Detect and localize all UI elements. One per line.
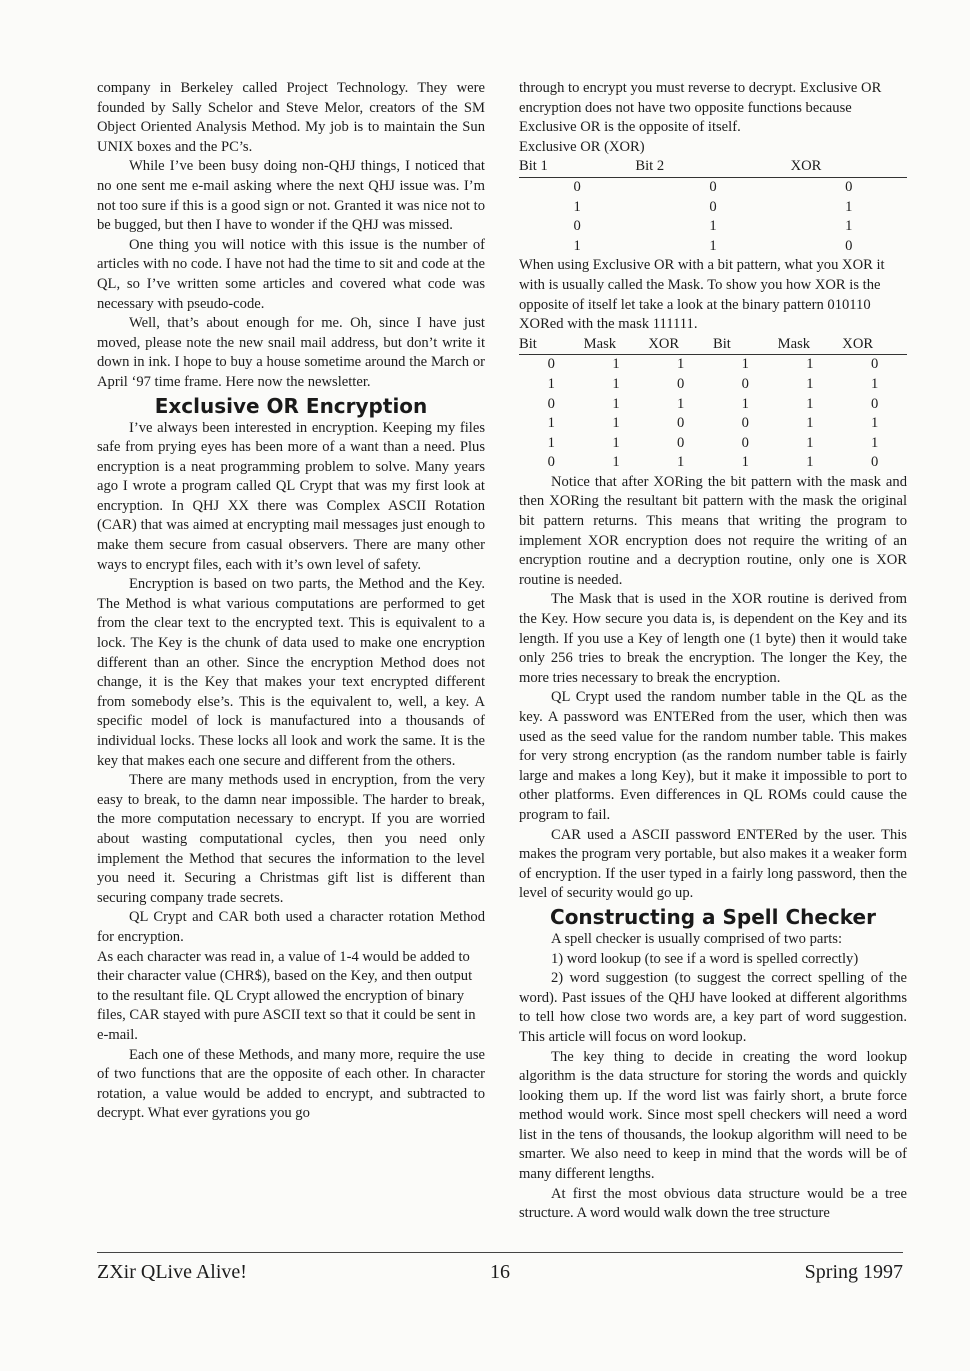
xor-truth-table bbox=[519, 157, 907, 256]
paragraph: Notice that after XORing the bit pattern with the mask and then XORing the resultant bit pattern with the mask the original bit pattern returns. This means that writing the program to implement XOR encryption does not require the writing of an encryption routine and a decryption routine, only one is XOR routine is needed. bbox=[519, 473, 907, 588]
table-cell: 0 bbox=[709, 178, 717, 195]
table-header-cell: XOR bbox=[648, 335, 713, 355]
table-row bbox=[519, 217, 907, 237]
left-column bbox=[97, 79, 485, 1124]
paragraph: I’ve always been interested in encryption. Keeping my files safe from prying eyes has been more of a want than a need. Plus encryption is a neat programming problem to solve. Many years ago I wrote a program called QL Crypt that was my first look at encryption. In QHJ XX there was Complex ASCII Rotation (CAR) that was aimed at encrypting mail messages just enough to make them secure from casual observers. There are many other ways to encrypt files, each with it’s own level of safety. bbox=[97, 419, 485, 573]
table-header-cell: Mask bbox=[778, 335, 843, 355]
table-cell: 1 bbox=[741, 454, 749, 471]
table-row bbox=[519, 237, 907, 257]
table-cell: 1 bbox=[870, 415, 879, 432]
table-cell: 1 bbox=[709, 237, 717, 254]
table-header-cell: Bit 1 bbox=[519, 157, 635, 177]
table-cell: 0 bbox=[573, 218, 581, 235]
table-row bbox=[519, 414, 907, 434]
table-cell: 0 bbox=[870, 356, 879, 373]
xor-mask-table bbox=[519, 335, 907, 473]
paragraph: Each one of these Methods, and many more, require the use of two functions that are the opposite of each other. In character rotation, a value would be added to encrypt, and subtracted to decrypt. What ever gyrations you go bbox=[97, 1046, 485, 1122]
table-cell: 1 bbox=[806, 415, 814, 432]
table-header-cell: XOR bbox=[791, 157, 907, 177]
table-row bbox=[519, 177, 907, 197]
table-cell: 1 bbox=[676, 454, 685, 471]
table-cell: 0 bbox=[845, 178, 853, 195]
table-cell: 1 bbox=[806, 375, 814, 392]
table-cell: 0 bbox=[547, 395, 555, 412]
paragraph: A spell checker is usually comprised of two parts: bbox=[551, 930, 842, 947]
paragraph: QL Crypt used the random number table in the QL as the key. A password was ENTERed from the user, which then was used as the seed value for the random number table. This makes for very strong encryption (as the random number table is fairly large and makes a long Key), but it make it impossible to port to other platforms. Even differences in QL ROMs could cause the program to fail. bbox=[519, 689, 907, 823]
paragraph: company in Berkeley called Project Technology. They were founded by Sally Schelor and Steve Melor, creators of the SM Object Oriented Analysis Method. My job is to maintain the Sun UNIX boxes and the PC’s. bbox=[97, 80, 485, 155]
paragraph: One thing you will notice with this issue is the number of articles with no code. I have not had the time to sit and code at the QL, so I’ve written some articles and covered what code was necessary with pseudo-code. bbox=[97, 236, 485, 312]
table-cell: 0 bbox=[547, 356, 555, 373]
paragraph: QL Crypt and CAR both used a character rotation Method for encryption. bbox=[97, 909, 485, 945]
paragraph: Encryption is based on two parts, the Method and the Key. The Method is what various computations are performed to get from the clear text to the encrypted text. This is equivalent to a lock. The Key is the chunk of data used to make one encryption different than an other. Since the encryption Method does not change, it is the Key that makes your text encrypted different from somebody else’s. This is the equivalent to, well, a key. A specific model of lock is manufactured into a thousands of individual locks. These locks all look and work the same. It is the key that makes each one secure and different from the others. bbox=[97, 576, 485, 769]
table-cell: 0 bbox=[676, 434, 685, 451]
table-row bbox=[519, 453, 907, 473]
table-cell: 1 bbox=[806, 454, 814, 471]
table-cell: 0 bbox=[741, 415, 749, 432]
table-cell: 1 bbox=[676, 395, 685, 412]
table-cell: 1 bbox=[612, 395, 620, 412]
article-heading: Constructing a Spell Checker bbox=[550, 904, 876, 929]
table-cell: 1 bbox=[547, 434, 555, 451]
table-cell: 0 bbox=[709, 198, 717, 215]
table-cell: 1 bbox=[741, 395, 749, 412]
table-cell: 1 bbox=[845, 198, 853, 215]
paragraph: Well, that’s about enough for me. Oh, since I have just moved, please note the new snail mail address, but don’t write it down in ink. I hope to buy a house sometime around the March or April ‘97 time frame. Here now the newsletter. bbox=[97, 315, 485, 390]
table-cell: 0 bbox=[547, 454, 555, 471]
issue-date: Spring 1997 bbox=[804, 1261, 903, 1283]
table-cell: 1 bbox=[806, 356, 814, 373]
table-cell: 1 bbox=[709, 218, 717, 235]
paragraph: through to encrypt you must reverse to decrypt. Exclusive OR encryption does not have two opposite functions because Exclusive OR is the opposite of itself. bbox=[519, 80, 882, 136]
paragraph: The Mask that is used in the XOR routine is derived from the Key. How secure you data is, is dependent on the Key and its length. If you use a Key of length one (1 byte) then it would take only 256 tries to break the encryption. The longer the Key, the more tries necessary to break the encryption. bbox=[519, 591, 907, 686]
right-column bbox=[519, 79, 907, 1224]
table-cell: 1 bbox=[573, 237, 581, 254]
table-header-cell: Bit bbox=[713, 335, 778, 355]
publication-title: ZXir QLive Alive! bbox=[97, 1261, 247, 1283]
table-cell: 0 bbox=[676, 415, 685, 432]
table-cell: 1 bbox=[612, 434, 620, 451]
table-caption: Exclusive OR (XOR) bbox=[519, 138, 645, 155]
table-cell: 1 bbox=[676, 356, 685, 373]
page-number: 16 bbox=[490, 1261, 510, 1283]
paragraph: As each character was read in, a value of 1-4 would be added to their character value (CHR$), based on the Key, and then output to the resultant file. QL Crypt allowed the encryption of binary files, CAR stayed with pure ASCII text so that it could be sent in e-mail. bbox=[97, 948, 476, 1043]
paragraph: The key thing to decide in creating the word lookup algorithm is the data structure for storing the words and quickly looking them up. If the word list was fairly short, a brute force method would work. Since most spell checkers will need a word list in the tens of thousands, the lookup algorithm will need to be smarter. We also need to keep in mind that the words will be of many different lengths. bbox=[519, 1048, 907, 1183]
table-row bbox=[519, 375, 907, 395]
table-cell: 1 bbox=[741, 356, 749, 373]
table-row bbox=[519, 434, 907, 454]
footer-divider bbox=[97, 1252, 903, 1253]
table-cell: 0 bbox=[741, 434, 749, 451]
page-footer bbox=[97, 1258, 903, 1286]
list-item: 2) word suggestion (to suggest the correct spelling of the word). Past issues of the QHJ have looked at different algorithms to tell how close two words are, a key part of word suggestion. This article will focus on word lookup. bbox=[519, 970, 907, 1045]
table-cell: 1 bbox=[612, 375, 620, 392]
paragraph: There are many methods used in encryption, from the very easy to break, to the damn near impossible. The harder to break, the more computation necessary to encrypt. If you are worried about wasting computational cycles, then you need only implement the Method that secures the information to the level you need it. Securing a Christmas gift list is different than securing company trade secrets. bbox=[97, 772, 485, 906]
table-cell: 1 bbox=[573, 198, 581, 215]
table-cell: 0 bbox=[845, 237, 853, 254]
table-cell: 1 bbox=[612, 356, 620, 373]
table-cell: 1 bbox=[612, 454, 620, 471]
table-row bbox=[519, 198, 907, 218]
table-header-cell: Bit 2 bbox=[635, 157, 790, 177]
table-row bbox=[519, 395, 907, 415]
table-header-cell: XOR bbox=[842, 335, 907, 355]
table-cell: 1 bbox=[870, 434, 879, 451]
table-cell: 1 bbox=[806, 434, 814, 451]
table-cell: 1 bbox=[612, 415, 620, 432]
table-cell: 0 bbox=[573, 178, 581, 195]
table-cell: 1 bbox=[547, 375, 555, 392]
table-header-cell: Mask bbox=[584, 335, 649, 355]
table-cell: 0 bbox=[870, 395, 879, 412]
table-cell: 0 bbox=[676, 375, 685, 392]
table-cell: 0 bbox=[741, 375, 749, 392]
list-item: 1) word lookup (to see if a word is spelled correctly) bbox=[551, 950, 859, 967]
table-row bbox=[519, 355, 907, 375]
table-cell: 1 bbox=[547, 415, 555, 432]
table-header-cell: Bit bbox=[519, 335, 584, 355]
table-cell: 1 bbox=[806, 395, 814, 412]
table-cell: 1 bbox=[845, 218, 853, 235]
paragraph: While I’ve been busy doing non-QHJ things, I noticed that no one sent me e-mail asking where the next QHJ issue was. I’m not too sure if this is a good sign or not. Granted it was nice not to be bugged, but then I have to wonder if the QHJ was missed. bbox=[97, 158, 485, 234]
article-heading: Exclusive OR Encryption bbox=[154, 393, 428, 418]
paragraph: CAR used a ASCII password ENTERed by the user. This makes the program very portable, but also makes it a weaker form of encryption. If the user typed in a fairly long password, then the level of security would go up. bbox=[519, 826, 907, 902]
table-cell: 1 bbox=[870, 375, 879, 392]
paragraph: When using Exclusive OR with a bit pattern, what you XOR it with is usually called the Mask. To show you how XOR is the opposite of itself let take a look at the binary pattern 010110 XORed with the mask 111111. bbox=[519, 257, 885, 333]
table-cell: 0 bbox=[870, 454, 879, 471]
paragraph: At first the most obvious data structure would be a tree structure. A word would walk down the tree structure bbox=[519, 1185, 907, 1222]
